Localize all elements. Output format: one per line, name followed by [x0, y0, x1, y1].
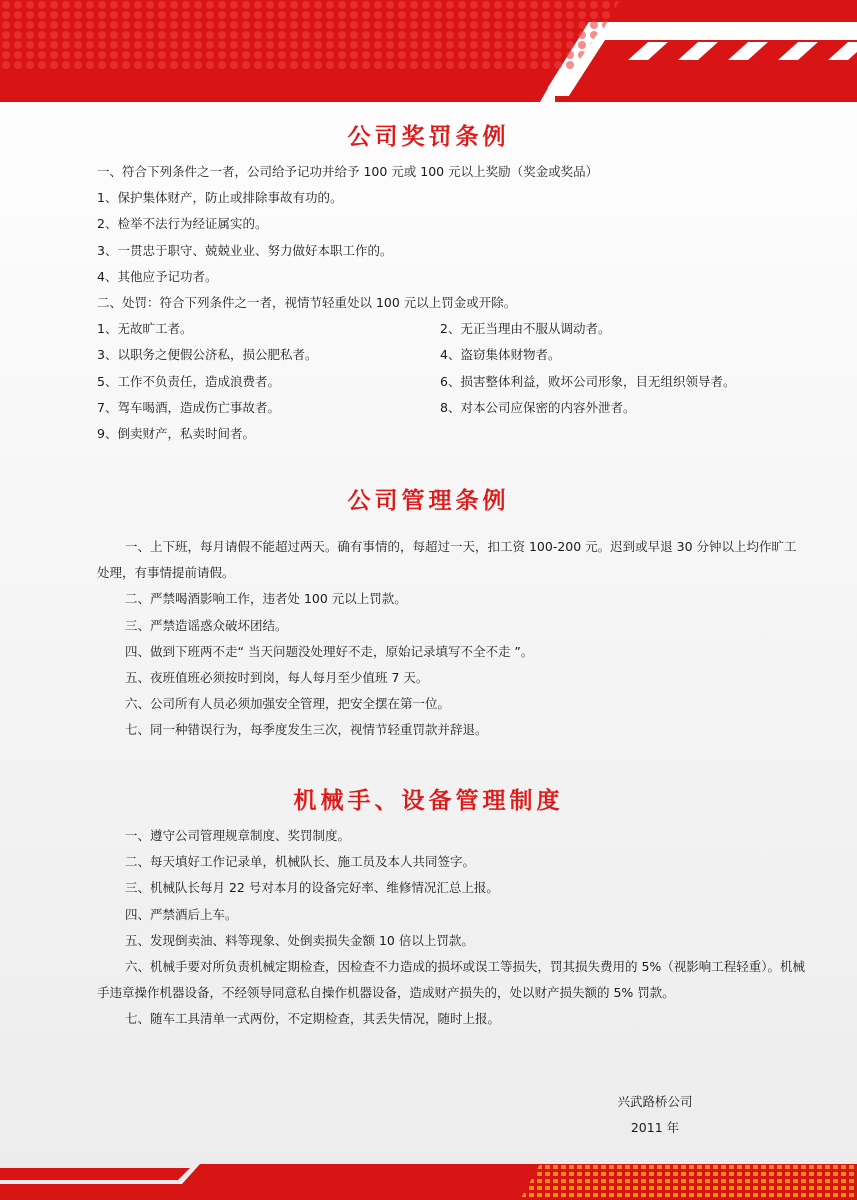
- equipment-item: 四、严禁酒后上车。: [125, 906, 238, 922]
- section-title-management: 公司管理条例: [347, 487, 510, 514]
- header-decoration: [0, 0, 857, 110]
- management-item: 四、做到下班两不走“ 当天问题没处理好不走，原始记录填写不全不走 ”。: [125, 643, 534, 659]
- reward-item: 1、保护集体财产，防止或排除事故有功的。: [97, 190, 343, 206]
- equipment-item: 一、遵守公司管理规章制度、奖罚制度。: [125, 828, 351, 843]
- penalty-item: 4、盗窃集体财物者。: [440, 347, 561, 363]
- penalty-item: 3、以职务之便假公济私，损公肥私者。: [97, 347, 318, 363]
- penalty-item: 2、无正当理由不服从调动者。: [440, 321, 611, 337]
- penalty-item: 6、损害整体利益，败坏公司形象，目无组织领导者。: [440, 373, 736, 389]
- management-item: 六、公司所有人员必须加强安全管理，把安全摆在第一位。: [125, 696, 451, 712]
- rewards-section: [97, 159, 809, 447]
- footer-decoration: [0, 1150, 857, 1200]
- penalty-item: 1、无故旷工者。: [97, 321, 193, 337]
- penalty-item: 9、倒卖财产，私卖时间者。: [97, 426, 255, 442]
- management-item: 五、夜班值班必须按时到岗，每人每月至少值班 7 天。: [125, 670, 429, 686]
- management-item: 三、严禁造谣惑众破坏团结。: [125, 617, 288, 633]
- equipment-section: [97, 823, 809, 1033]
- reward-heading: 一、符合下列条件之一者，公司给予记功并给予 100 元或 100 元以上奖励（奖金或奖品）: [97, 164, 599, 179]
- management-item: 一、上下班，每月请假不能超过两天。确有事情的，每超过一天，扣工资 100-200 元。迟到或早退 30 分钟以上均作旷工处理，有事情提前请假。: [97, 539, 797, 581]
- management-item: 七、同一种错误行为，每季度发生三次，视情节轻重罚款并辞退。: [125, 722, 488, 738]
- reward-item: 4、其他应予记功者。: [97, 268, 218, 284]
- reward-item: 2、检举不法行为经证属实的。: [97, 216, 268, 232]
- penalty-heading: 二、处罚：符合下列条件之一者，视情节轻重处以 100 元以上罚金或开除。: [97, 295, 517, 311]
- penalty-item: 7、驾车喝酒，造成伤亡事故者。: [97, 399, 280, 415]
- section-title-equipment: 机械手、设备管理制度: [293, 787, 564, 814]
- management-section: [97, 534, 809, 744]
- reward-item: 3、一贯忠于职守、兢兢业业、努力做好本职工作的。: [97, 242, 393, 258]
- section-title-rewards: 公司奖罚条例: [347, 123, 510, 150]
- equipment-item: 五、发现倒卖油、料等现象、处倒卖损失金额 10 倍以上罚款。: [125, 932, 474, 948]
- equipment-item: 六、机械手要对所负责机械定期检查，因检查不力造成的损坏或误工等损失，罚其损失费用的 5%（视影响工程轻重）。机械手违章操作机器设备，不经领导同意私自操作机器设备，造成财产损失的，处以财产损失额的 5% 罚款。: [97, 959, 806, 1001]
- signature: [600, 1089, 710, 1141]
- management-item: 二、严禁喝酒影响工作，违者处 100 元以上罚款。: [125, 591, 407, 607]
- penalty-item: 8、对本公司应保密的内容外泄者。: [440, 399, 636, 415]
- equipment-item: 二、每天填好工作记录单，机械队长、施工员及本人共同签字。: [125, 854, 476, 870]
- equipment-item: 七、随车工具清单一式两份，不定期检查，其丢失情况，随时上报。: [125, 1011, 501, 1027]
- penalty-item: 5、工作不负责任，造成浪费者。: [97, 373, 280, 389]
- equipment-item: 三、机械队长每月 22 号对本月的设备完好率、维修情况汇总上报。: [125, 880, 499, 896]
- signature-year: 2011 年: [630, 1120, 680, 1135]
- company-name: 兴武路桥公司: [617, 1094, 693, 1109]
